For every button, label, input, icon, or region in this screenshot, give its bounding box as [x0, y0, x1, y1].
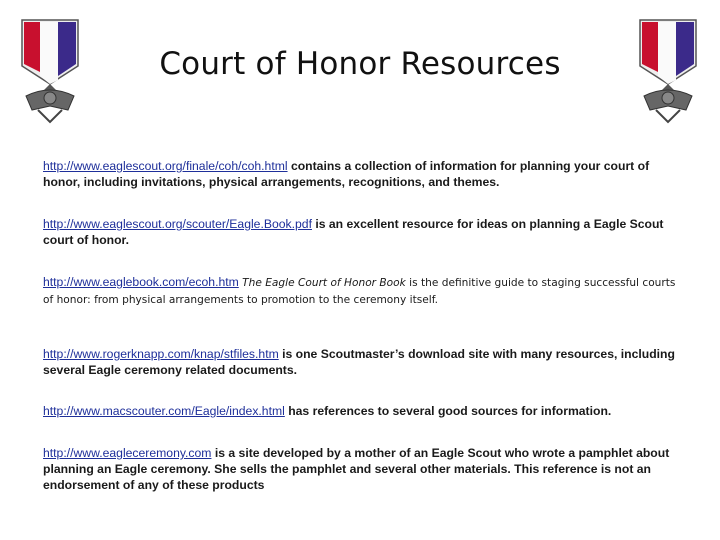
resource-entry — [43, 346, 683, 378]
resource-description: is the definitive guide to staging successful courts of honor: from physical arrangements to promotion to the ceremony itself. — [43, 277, 676, 306]
resource-description: contains a collection of information for planning your court of honor, including invitations, physical arrangements, recognitions, and themes. — [43, 159, 650, 189]
page-title: Court of Honor Resources — [159, 46, 561, 82]
resource-entry — [43, 216, 683, 248]
resource-link[interactable]: http://www.eaglescout.org/scouter/Eagle.Book.pdf — [43, 217, 312, 231]
resource-description: has references to several good sources for information. — [284, 404, 612, 418]
resource-link[interactable]: http://www.eagleceremony.com — [43, 446, 212, 460]
resource-entry — [43, 274, 683, 308]
resource-link[interactable]: http://www.eaglescout.org/finale/coh/coh.html — [43, 159, 288, 173]
resource-link[interactable]: http://www.macscouter.com/Eagle/index.html — [43, 404, 285, 418]
resource-entry — [43, 403, 683, 419]
resource-description: is a site developed by a mother of an Eagle Scout who wrote a pamphlet about planning an Eagle ceremony. She sells the pamphlet and several other materials. This reference is not an endorsement of any of these products — [43, 446, 670, 492]
resource-entry — [43, 445, 683, 493]
resource-link[interactable]: http://www.rogerknapp.com/knap/stfiles.htm — [43, 347, 279, 361]
resource-link[interactable]: http://www.eaglebook.com/ecoh.htm — [43, 275, 239, 289]
resource-description: is an excellent resource for ideas on planning a Eagle Scout court of honor. — [43, 217, 664, 247]
resource-entry — [43, 158, 683, 190]
book-title: The Eagle Court of Honor Book — [242, 277, 406, 289]
resource-description: is one Scoutmaster’s download site with many resources, including several Eagle ceremony related documents. — [43, 347, 675, 377]
